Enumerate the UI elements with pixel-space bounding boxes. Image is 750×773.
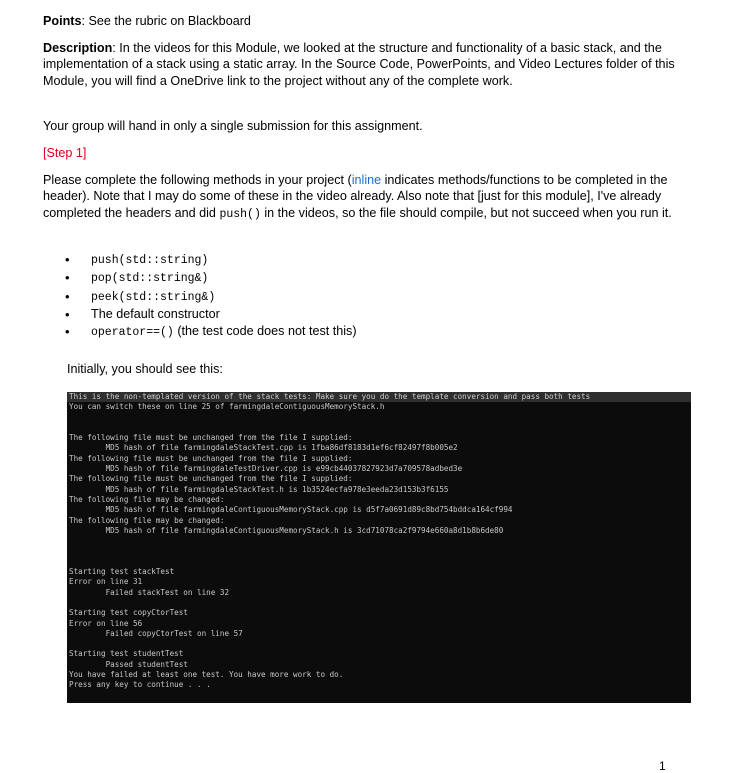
console-line: Failed stackTest on line 32 [69, 587, 230, 597]
method-code: pop(std::string&) [91, 272, 209, 286]
console-line: The following file must be unchanged from the file I supplied: [69, 474, 353, 484]
console-line: Passed studentTest [69, 659, 188, 669]
method-code: peek(std::string&) [91, 290, 216, 304]
console-line: Starting test stackTest [69, 567, 175, 577]
description-text: : In the videos for this Module, we looked at the structure and functionality of a basic stack, and the implementation of a stack using a static array. In the Source Code, PowerPoints, and Video Lectures folder of this Module, you will find a OneDrive link to the project without any of the complete work. [43, 41, 675, 88]
description-label: Description [43, 41, 113, 55]
instructions-part3: in the videos, so the file should compile, but not succeed when you run it. [260, 205, 672, 220]
console-line: The following file may be changed: [69, 494, 225, 504]
points-text: : See the rubric on Blackboard [81, 14, 251, 28]
console-line: MD5 hash of file farmingdaleContiguousMemoryStack.cpp is d5f7a0691d89c8bd754bddca164cf994 [69, 505, 513, 515]
console-line [67, 598, 691, 608]
console-line: This is the non-templated version of the stack tests: Make sure you do the template conversion and pass both tests [67, 392, 691, 402]
console-line [67, 423, 691, 433]
description-paragraph [43, 40, 683, 89]
list-item [63, 251, 357, 269]
console-line: You have failed at least one test. You have more work to do. [69, 670, 344, 680]
console-line: MD5 hash of file farmingdaleContiguousMemoryStack.h is 3cd71078ca2f9794e660a8d1b8b6de80 [69, 525, 504, 535]
console-line: You can switch these on line 25 of farmingdaleContiguousMemoryStack.h [69, 402, 385, 412]
method-code: push(std::string) [91, 254, 209, 267]
console-line [67, 546, 691, 556]
initially-caption: Initially, you should see this: [67, 362, 223, 376]
console-line: MD5 hash of file farmingdaleStackTest.h is 1b3524ecfa978e3eeda23d153b3f6155 [69, 484, 449, 494]
console-line: The following file must be unchanged from the file I supplied: [69, 453, 353, 463]
console-line [67, 639, 691, 649]
console-output-screenshot [67, 392, 691, 703]
console-line: The following file must be unchanged from the file I supplied: [69, 433, 353, 443]
list-item [63, 323, 357, 341]
list-item [63, 269, 357, 287]
console-line: Press any key to continue . . . [69, 680, 211, 690]
console-line: Starting test copyCtorTest [69, 608, 188, 618]
console-line: Failed copyCtorTest on line 57 [69, 628, 243, 638]
instructions-part1: Please complete the following methods in your project ( [43, 173, 352, 187]
page-number: 1 [659, 759, 666, 773]
console-line [67, 536, 691, 546]
console-line: Error on line 56 [69, 618, 143, 628]
list-item [63, 306, 357, 323]
instructions-paragraph [43, 172, 683, 223]
instructions-part2: indicates methods/functions to be completed in the header). Note that I may do some of these in the video already. Also note that [just for this module], I've already completed the headers and did [43, 173, 668, 220]
console-line: Starting test studentTest [69, 649, 184, 659]
points-line [43, 13, 683, 29]
push-code: push() [219, 207, 261, 221]
console-line: The following file may be changed: [69, 515, 225, 525]
console-line: MD5 hash of file farmingdaleStackTest.cpp is 1fba86df8183d1ef6cf82497f8b005e2 [69, 443, 458, 453]
list-item [63, 288, 357, 306]
console-line: Error on line 31 [69, 577, 143, 587]
method-text: The default constructor [91, 306, 220, 321]
console-line [67, 413, 691, 423]
method-code: operator==() [91, 326, 174, 340]
methods-list [63, 251, 357, 341]
console-line: MD5 hash of file farmingdaleTestDriver.cpp is e99cb44037827923d7a709578adbed3e [69, 464, 463, 474]
method-text: (the test code does not test this) [173, 324, 357, 339]
inline-word: inline [351, 173, 382, 187]
points-label: Points [43, 14, 82, 28]
console-line [67, 557, 691, 567]
group-note: Your group will hand in only a single submission for this assignment. [43, 119, 423, 133]
step-heading: [Step 1] [43, 146, 87, 160]
